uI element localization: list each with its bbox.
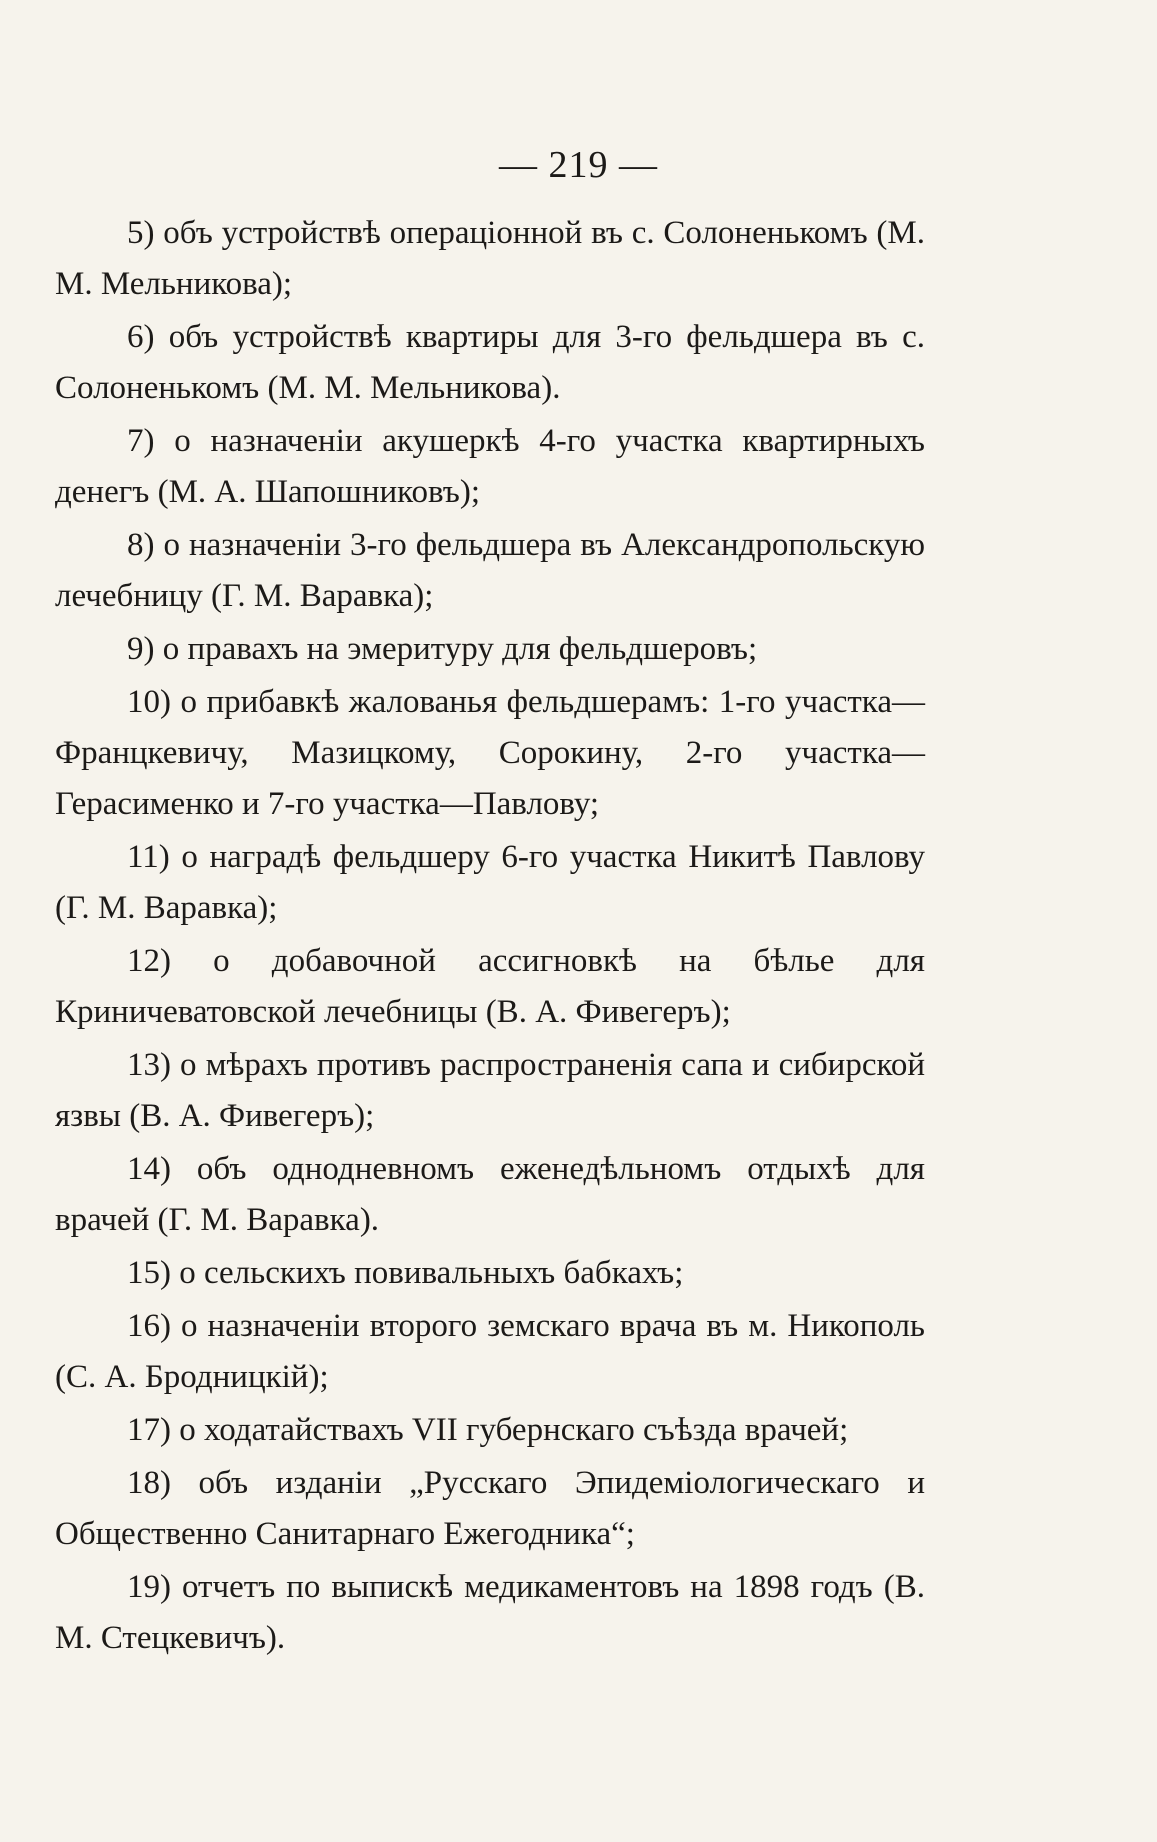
agenda-item: 10) о прибавкѣ жалованья фельдшерамъ: 1-го участка—Францкевичу, Мазицкому, Сорокину, 2-го участка—Герасименко и 7-го участка—Павлову; — [55, 684, 925, 822]
agenda-item: 11) о наградѣ фельдшеру 6-го участка Никитѣ Павлову (Г. М. Варавка); — [55, 839, 925, 926]
agenda-item: 12) о добавочной ассигновкѣ на бѣлье для Криничеватовской лечебницы (В. А. Фивегеръ); — [55, 943, 925, 1030]
page-number: — 219 — — [499, 144, 658, 186]
agenda-item: 8) о назначеніи 3-го фельдшера въ Александропольскую лечебницу (Г. М. Варавка); — [55, 527, 925, 614]
agenda-item: 14) объ однодневномъ еженедѣльномъ отдыхѣ для врачей (Г. М. Варавка). — [55, 1151, 925, 1238]
agenda-item: 5) объ устройствѣ операціонной въ с. Солоненькомъ (М. М. Мельникова); — [55, 215, 925, 302]
agenda-item: 13) о мѣрахъ противъ распространенія сапа и сибирской язвы (В. А. Фивегеръ); — [55, 1047, 925, 1134]
agenda-item: 6) объ устройствѣ квартиры для 3-го фельдшера въ с. Солоненькомъ (М. М. Мельникова). — [55, 319, 925, 406]
agenda-item: 17) о ходатайствахъ VII губернскаго съѣзда врачей; — [127, 1412, 849, 1448]
agenda-item: 19) отчетъ по выпискѣ медикаментовъ на 1898 годъ (В. М. Стецкевичъ). — [55, 1569, 925, 1656]
agenda-item: 15) о сельскихъ повивальныхъ бабкахъ; — [127, 1255, 684, 1291]
agenda-item: 9) о правахъ на эмеритуру для фельдшеровъ; — [127, 631, 758, 667]
agenda-item: 16) о назначеніи второго земскаго врача въ м. Никополь (С. А. Бродницкій); — [55, 1308, 925, 1395]
agenda-item: 18) объ изданіи „Русскаго Эпидеміологическаго и Общественно Санитарнаго Ежегодника“; — [55, 1465, 925, 1552]
agenda-item: 7) о назначеніи акушеркѣ 4-го участка квартирныхъ денегъ (М. А. Шапошниковъ); — [55, 423, 925, 510]
agenda-list — [55, 208, 925, 1666]
